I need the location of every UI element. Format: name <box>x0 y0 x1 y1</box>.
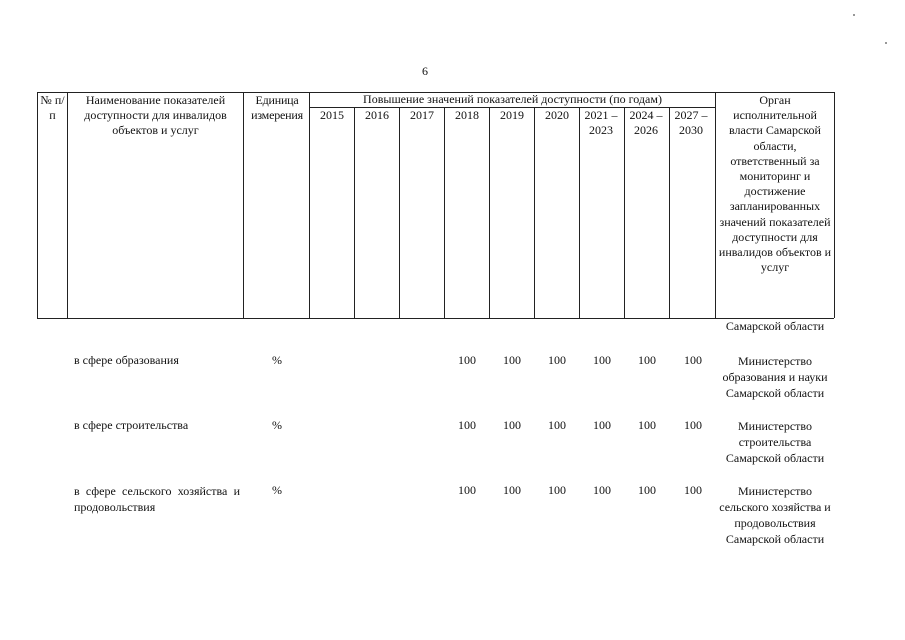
row-agency: Министерство сельского хозяйства и продовольствия Самарской области <box>719 484 831 546</box>
row-value: 100 <box>684 483 702 497</box>
year-header: 2016 <box>365 108 389 122</box>
row-value: 100 <box>503 353 521 367</box>
row-value: 100 <box>638 353 656 367</box>
row-value: 100 <box>593 418 611 432</box>
row-value: 100 <box>684 418 702 432</box>
row-value: 100 <box>593 483 611 497</box>
carryover-agency: Самарской области <box>725 319 825 333</box>
year-header: 2017 <box>410 108 434 122</box>
row-agency: Министерство строительства Самарской области <box>725 419 825 465</box>
header-number: № п/п <box>40 93 65 122</box>
row-value: 100 <box>458 483 476 497</box>
row-value: 100 <box>684 353 702 367</box>
row-value: 100 <box>503 418 521 432</box>
row-value: 100 <box>548 483 566 497</box>
row-unit: % <box>272 353 282 367</box>
header-increase: Повышение значений показателей доступности (по годам) <box>363 92 662 106</box>
year-header: 2021 – 2023 <box>584 108 618 137</box>
year-header: 2027 – 2030 <box>674 108 708 137</box>
header-unit: Единица измерения <box>251 93 303 122</box>
year-header: 2018 <box>455 108 479 122</box>
header-agency: Орган исполнительной власти Самарской области, ответственный за мониторинг и достижение запланированных значений показателей доступности для инвалидов объектов и услуг <box>718 93 832 275</box>
year-header: 2015 <box>320 108 344 122</box>
row-indicator-name: в сфере сельского хозяйства и продовольствия <box>74 484 240 514</box>
row-agency: Министерство образования и науки Самарской области <box>722 354 828 400</box>
row-value: 100 <box>638 418 656 432</box>
row-value: 100 <box>458 418 476 432</box>
row-value: 100 <box>458 353 476 367</box>
header-indicator-name: Наименование показателей доступности для инвалидов объектов и услуг <box>84 93 227 137</box>
row-value: 100 <box>593 353 611 367</box>
row-value: 100 <box>638 483 656 497</box>
scan-speck <box>853 14 855 16</box>
row-indicator-name: в сфере строительства <box>74 418 189 432</box>
year-header: 2024 – 2026 <box>629 108 663 137</box>
row-indicator-name: в сфере образования <box>74 353 179 367</box>
year-header: 2019 <box>500 108 524 122</box>
scan-speck <box>885 42 887 44</box>
row-value: 100 <box>548 418 566 432</box>
row-unit: % <box>272 483 282 497</box>
year-header: 2020 <box>545 108 569 122</box>
row-value: 100 <box>503 483 521 497</box>
row-value: 100 <box>548 353 566 367</box>
row-unit: % <box>272 418 282 432</box>
page-number: 6 <box>422 64 428 78</box>
